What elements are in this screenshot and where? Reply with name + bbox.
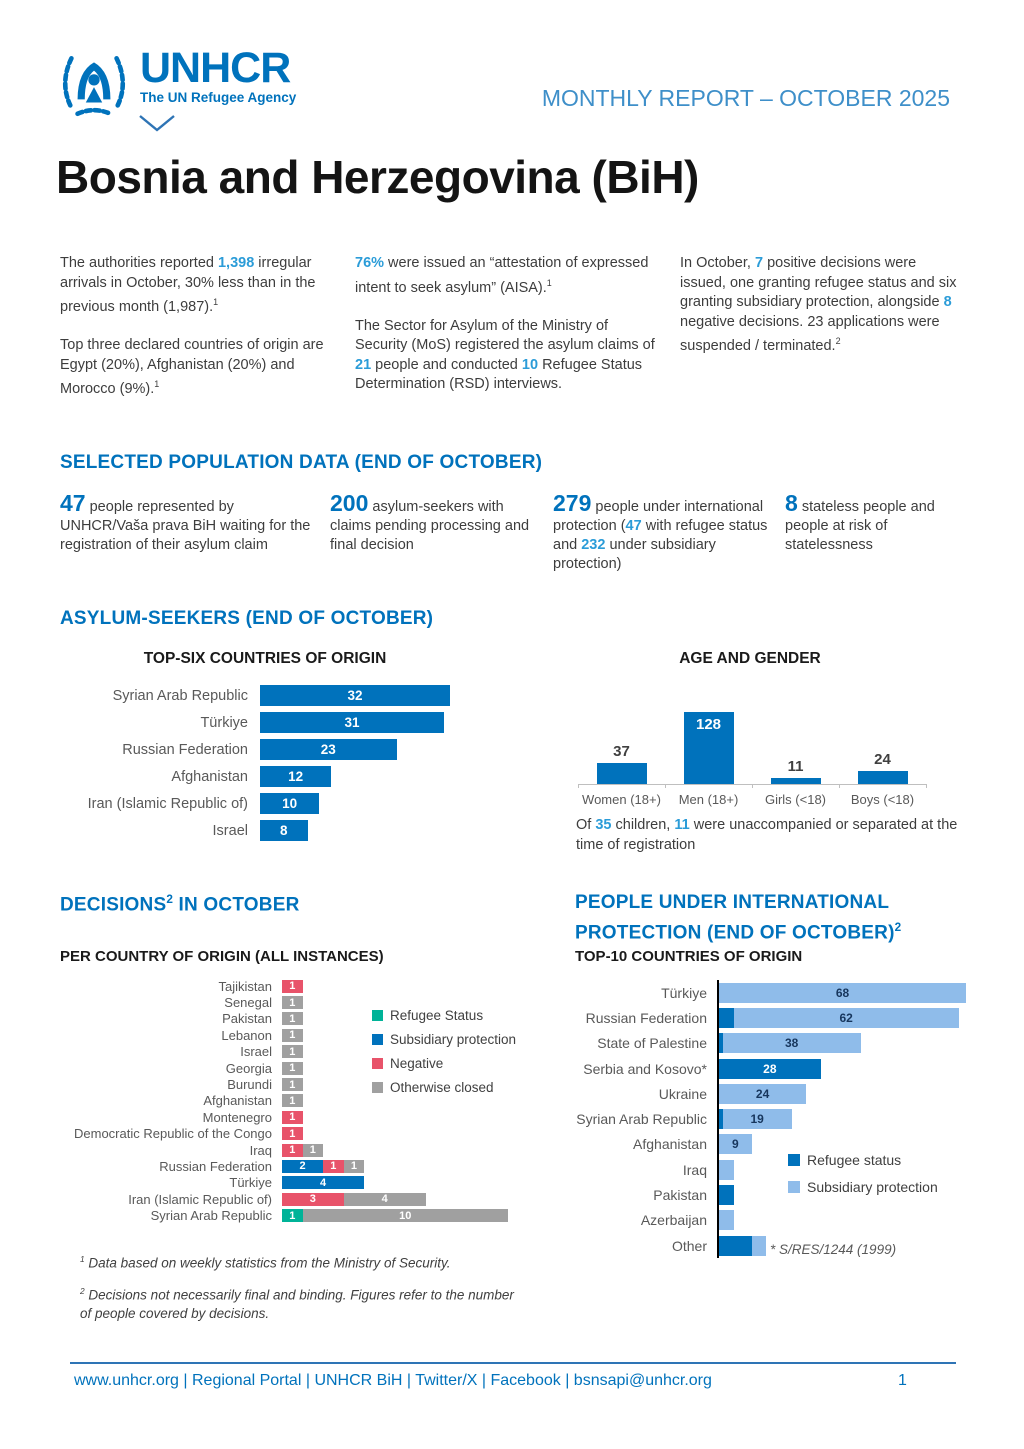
text-segment: In October, (680, 255, 755, 271)
segment-value-label: 62 (839, 1010, 853, 1025)
bar-row (62, 709, 450, 736)
bar-category-label: Montenegro (202, 1109, 272, 1125)
segment-value-label: 1 (330, 1160, 337, 1173)
bar-category-label: Iran (Islamic Republic of) (128, 1191, 272, 1207)
bar-segment-subsidiary (719, 1084, 806, 1104)
bar-category-label: Iran (Islamic Republic of) (87, 795, 248, 812)
segment-value-label: 1 (289, 1062, 296, 1075)
intro-column-1 (60, 254, 332, 419)
bar-category-label: Israel (240, 1044, 272, 1060)
bar-segment-subsidiary (282, 1176, 364, 1189)
bar-track (717, 1056, 966, 1081)
axis-tick (926, 784, 927, 788)
text-segment: 1 (213, 297, 219, 307)
decisions-chart-legend (372, 1008, 516, 1104)
segment-value-label: 68 (835, 985, 850, 1000)
text-segment: 2 (894, 921, 902, 934)
intro-column-2 (355, 254, 655, 414)
bar-track (717, 1106, 966, 1131)
stacked-bar-row (575, 1031, 966, 1056)
stacked-bar-row (60, 1158, 508, 1174)
segment-value-label: 2 (299, 1160, 306, 1173)
bar-segment-closed (282, 1062, 303, 1075)
bar-category-label: Türkiye (661, 984, 707, 1001)
section-title-protection (575, 890, 930, 945)
bar-track (717, 980, 966, 1005)
bar-segment-subsidiary (723, 1033, 861, 1053)
segment-value-label: 10 (399, 1209, 412, 1222)
bar-category-label: Azerbaijan (640, 1212, 707, 1229)
bar-segment-negative (282, 1111, 303, 1124)
column (752, 758, 839, 784)
legend-swatch-refugee (372, 1010, 383, 1021)
legend-swatch-refugee (788, 1154, 800, 1166)
bar-track (717, 1208, 966, 1233)
stacked-bar-row (60, 1175, 508, 1191)
text-segment: positive decisions were issued, one granting refugee status and six granting subsidiary protection, alongside (680, 255, 957, 310)
segment-value-label: 1 (289, 1012, 296, 1025)
text-segment: 7 (754, 255, 764, 271)
segment-value-label: 1 (289, 1078, 296, 1091)
text-segment: Of (576, 817, 596, 833)
bar-segment-closed (303, 1209, 508, 1222)
text-segment: 47 (60, 490, 86, 516)
bar-track (282, 1144, 508, 1157)
text-segment: 279 (553, 490, 592, 516)
text-segment: under subsidiary protection) (553, 537, 716, 572)
paragraph-decisions (680, 254, 965, 356)
chart-top-six-countries (62, 682, 450, 844)
bar-segment-negative (282, 980, 303, 993)
text-segment: were issued an “attestation of expressed intent to seek asylum” (AISA). (355, 255, 649, 296)
stacked-bar-row (575, 980, 966, 1005)
text-segment: 2 (166, 893, 174, 906)
stacked-bar-row (575, 1005, 966, 1030)
protection-chart-legend (788, 1152, 938, 1206)
category-label: Women (18+) (582, 792, 661, 807)
footer-separator: | (301, 1372, 315, 1389)
segment-value-label: 1 (289, 1094, 296, 1107)
text-segment: children, (611, 817, 675, 833)
bar-segment-negative (282, 1193, 344, 1206)
text-segment: 8 (785, 490, 798, 516)
bar-category-label: State of Palestine (597, 1035, 707, 1052)
page-number: 1 (898, 1372, 907, 1389)
footer-links (74, 1372, 712, 1390)
paragraph-mos (355, 317, 655, 395)
text-segment: irregular arrivals in October, 30% less than in the previous month (1,987). (60, 255, 316, 315)
chart-title-age-gender: AGE AND GENDER (679, 650, 821, 667)
text-segment: with refugee status and (553, 518, 768, 553)
segment-value-label: 1 (289, 980, 296, 993)
column-value-label: 11 (787, 757, 804, 775)
bar (260, 685, 450, 706)
bar-segment-subsidiary (719, 1134, 752, 1154)
text-segment: asylum-seekers with claims pending processing and final decision (330, 499, 530, 553)
legend-label: Refugee status (807, 1152, 902, 1168)
legend-item (788, 1152, 938, 1168)
text-segment: 35 (595, 817, 612, 833)
bar-segment-closed (282, 1078, 303, 1091)
text-segment: 1 (80, 1254, 85, 1264)
text-segment: 1 (154, 379, 160, 390)
bar-value-label: 12 (288, 769, 304, 784)
chevron-down-icon (138, 114, 176, 134)
bar-category-label: Pakistan (653, 1187, 707, 1204)
bar-value-label: 23 (320, 742, 336, 757)
bar (260, 793, 319, 814)
bar-category-label: Afghanistan (171, 768, 248, 785)
bar-track (717, 1005, 966, 1030)
bar-segment-refugee (719, 1059, 821, 1079)
text-segment: 1,398 (217, 255, 255, 271)
text-segment: 200 (330, 490, 369, 516)
bar-category-label: Syrian Arab Republic (150, 1208, 272, 1224)
bar-segment-negative (323, 1160, 344, 1173)
bar-category-label: Tajikistan (218, 978, 272, 994)
segment-value-label: 4 (320, 1176, 327, 1189)
text-segment: IN OCTOBER (173, 894, 300, 916)
chart-title-top-six: TOP-SIX COUNTRIES OF ORIGIN (143, 650, 387, 667)
bar-segment-closed (282, 1045, 303, 1058)
section-title-asylum-seekers: ASYLUM-SEEKERS (END OF OCTOBER) (60, 608, 434, 629)
column-value-label: 128 (695, 716, 722, 733)
logo-tagline: The UN Refugee Agency (140, 90, 297, 105)
bar-row (62, 790, 450, 817)
axis-tick (752, 784, 753, 788)
text-segment: Top three declared countries of origin are Egypt (20%), Afghanistan (20%) and Morocco (9%). (60, 337, 324, 398)
segment-value-label: 1 (309, 1144, 316, 1157)
bar-category-label: Senegal (224, 995, 272, 1011)
bar-segment-closed (282, 1012, 303, 1025)
text-segment: PEOPLE UNDER INTERNATIONAL PROTECTION (END OF OCTOBER) (575, 892, 895, 944)
bar-category-label: Russian Federation (122, 741, 248, 758)
segment-value-label: 4 (381, 1193, 388, 1206)
segment-value-label: 3 (309, 1193, 316, 1206)
text-segment: people and conducted (371, 356, 522, 373)
bar-category-label: Serbia and Kosovo* (583, 1060, 707, 1077)
bar-category-label: Afghanistan (203, 1093, 272, 1109)
bar-segment-closed (282, 1029, 303, 1042)
stacked-bar-row (575, 1106, 966, 1131)
stat-pending-claims (330, 492, 542, 555)
paragraph-top-countries (60, 336, 332, 399)
stacked-bar-row (60, 1142, 508, 1158)
stat-stateless (785, 492, 967, 555)
bar-category-label: Israel (212, 822, 248, 839)
legend-swatch-subsidiary (788, 1181, 800, 1193)
bar-category-label: Other (671, 1237, 707, 1254)
legend-swatch-negative (372, 1058, 383, 1069)
bar-category-label: Burundi (227, 1077, 272, 1093)
bar-value-label: 32 (347, 688, 363, 703)
legend-label: Subsidiary protection (390, 1032, 517, 1047)
segment-value-label: 24 (755, 1086, 770, 1101)
bar (260, 766, 331, 787)
bar-segment-negative (282, 1127, 303, 1140)
bar-category-label: Iraq (682, 1161, 707, 1178)
chart-title-top-ten: TOP-10 COUNTRIES OF ORIGIN (575, 948, 803, 965)
bar-track (282, 1176, 508, 1189)
text-segment: 47 (625, 518, 642, 534)
text-segment: 76% (355, 255, 385, 271)
chart-age-gender (578, 688, 926, 807)
logo-wordmark: UNHCR (140, 44, 291, 92)
bar-category-label: Lebanon (221, 1027, 272, 1043)
bar-value-label: 8 (279, 823, 288, 838)
bar-category-label: Syrian Arab Republic (576, 1111, 707, 1128)
bar-segment-subsidiary (719, 1210, 734, 1230)
unhcr-logo (56, 46, 296, 122)
text-segment: Data based on weekly statistics from the Ministry of Security. (84, 1255, 451, 1271)
legend-label: Negative (390, 1056, 444, 1071)
bar-segment-subsidiary (282, 1160, 323, 1173)
bar-category-label: Ukraine (658, 1085, 707, 1102)
footer-link[interactable]: Twitter/X (415, 1372, 478, 1389)
legend-item (372, 1008, 516, 1023)
bar (260, 739, 397, 760)
bar-segment-subsidiary (752, 1236, 767, 1256)
legend-label: Refugee Status (390, 1008, 484, 1023)
category-label: Boys (<18) (850, 792, 915, 807)
text-segment: 10 (521, 356, 539, 373)
bar-track (717, 1081, 966, 1106)
footer-divider (70, 1362, 956, 1364)
bar-segment-subsidiary (723, 1109, 792, 1129)
section-title-population: SELECTED POPULATION DATA (END OF OCTOBER) (60, 452, 543, 473)
text-segment: 8 (943, 294, 952, 310)
bar-value-label: 10 (282, 796, 298, 811)
text-segment: The Sector for Asylum of the Ministry of Security (MoS) registered the asylum claims of (355, 317, 655, 354)
text-segment: 232 (581, 537, 606, 553)
text-segment: negative decisions. 23 applications were suspended / terminated. (680, 313, 940, 354)
bar-track (260, 712, 450, 733)
footer-link[interactable]: bsnsapi@unhcr.org (573, 1372, 712, 1389)
bar-segment-negative (282, 1144, 303, 1157)
segment-value-label: 1 (289, 1127, 296, 1140)
intro-column-3 (680, 254, 965, 375)
text-segment: The authorities reported (60, 255, 218, 271)
bar-category-label: Afghanistan (633, 1136, 707, 1153)
children-note (576, 816, 976, 855)
bar-row (62, 682, 450, 709)
axis-tick (839, 784, 840, 788)
text-segment: stateless people and people at risk of statelessness (785, 499, 935, 553)
text-segment: 2 (80, 1286, 85, 1296)
segment-value-label: 19 (750, 1112, 764, 1127)
category-label: Men (18+) (678, 792, 739, 807)
footer-separator: | (178, 1372, 192, 1389)
bar-row (62, 763, 450, 790)
report-title: MONTHLY REPORT – OCTOBER 2025 (541, 85, 950, 111)
bar-track (260, 766, 450, 787)
legend-swatch-closed (372, 1082, 383, 1093)
text-segment: Decisions not necessarily final and binding. Figures refer to the number of people covered by decisions. (80, 1287, 514, 1321)
stacked-bar-row (60, 1191, 508, 1207)
column (665, 712, 752, 784)
segment-value-label: 1 (289, 1144, 296, 1157)
bar-track (282, 980, 508, 993)
bar-category-label: Pakistan (222, 1011, 272, 1027)
legend-swatch-subsidiary (372, 1034, 383, 1045)
segment-value-label: 38 (784, 1036, 799, 1051)
axis-tick (578, 784, 579, 788)
segment-value-label: 1 (350, 1160, 357, 1173)
legend-item (372, 1032, 516, 1047)
paragraph-arrivals (60, 254, 332, 317)
bar-row (62, 736, 450, 763)
stacked-bar-row (575, 1208, 966, 1233)
logo-text (140, 46, 296, 105)
bar-segment-refugee (282, 1209, 303, 1222)
footer-link[interactable]: Facebook (490, 1372, 561, 1389)
bar-category-label: Iraq (249, 1142, 272, 1158)
column-area (578, 688, 926, 784)
column-bar (858, 771, 908, 785)
bar-segment-subsidiary (719, 983, 966, 1003)
segment-value-label: 1 (289, 1209, 296, 1222)
footer-link[interactable]: UNHCR BiH (314, 1372, 403, 1389)
stacked-bar-row (60, 1207, 508, 1223)
bar-segment-refugee (719, 1236, 752, 1256)
x-axis (578, 784, 926, 785)
segment-value-label: 1 (289, 1111, 296, 1124)
column-bar (684, 712, 734, 784)
text-segment: people under international protection ( (553, 499, 764, 534)
bar-track (282, 1111, 508, 1124)
bar-value-label: 31 (344, 715, 360, 730)
bar-segment-closed (282, 1094, 303, 1107)
segment-value-label: 1 (289, 1029, 296, 1042)
bar-segment-closed (303, 1144, 324, 1157)
chart-title-decisions: PER COUNTRY OF ORIGIN (ALL INSTANCES) (60, 948, 384, 965)
page-title: Bosnia and Herzegovina (BiH) (56, 151, 699, 203)
stat-waiting-registration (60, 492, 322, 555)
bar-category-label: Türkiye (200, 714, 248, 731)
bar-track (282, 1160, 508, 1173)
bar-category-label: Russian Federation (159, 1158, 272, 1174)
bar-segment-refugee (719, 1008, 734, 1028)
footnote-2 (80, 1282, 525, 1323)
bar-track (717, 1031, 966, 1056)
category-labels (578, 785, 926, 807)
segment-value-label: 28 (763, 1061, 777, 1076)
segment-value-label: 1 (289, 996, 296, 1009)
bar-category-label: Russian Federation (585, 1009, 707, 1026)
column-bar (597, 763, 647, 784)
bar-track (260, 793, 450, 814)
footnote-1 (80, 1250, 525, 1273)
bar-row (62, 817, 450, 844)
bar (260, 820, 308, 841)
bar-track (282, 1209, 508, 1222)
text-segment: people represented by UNHCR/Vaša prava BiH waiting for the registration of their asylum claim (60, 499, 311, 553)
legend-item (372, 1080, 516, 1095)
text-segment: 1 (546, 277, 552, 288)
legend-label: Otherwise closed (390, 1080, 494, 1095)
text-segment: 11 (674, 817, 690, 833)
text-segment: were unaccompanied or separated at the time of registration (576, 817, 958, 853)
segment-value-label: 9 (732, 1137, 739, 1152)
stat-international-protection (553, 492, 769, 574)
bar-segment-closed (344, 1193, 426, 1206)
footer-separator: | (477, 1372, 491, 1389)
text-segment: DECISIONS (60, 894, 167, 916)
stacked-bar-row (575, 1056, 966, 1081)
bar-category-label: Georgia (225, 1060, 272, 1076)
segment-value-label: 1 (289, 1045, 296, 1058)
bar-category-label: Syrian Arab Republic (112, 687, 248, 704)
bar-category-label: Democratic Republic of the Congo (74, 1126, 272, 1142)
bar-segment-subsidiary (734, 1008, 959, 1028)
bar-category-label: Türkiye (229, 1175, 272, 1191)
bar-segment-subsidiary (719, 1160, 734, 1180)
stacked-bar-row (575, 1081, 966, 1106)
footer-link[interactable]: Regional Portal (191, 1372, 302, 1389)
legend-item (788, 1179, 938, 1195)
bar-segment-refugee (719, 1185, 734, 1205)
stacked-bar-row (60, 1126, 508, 1142)
legend-item (372, 1056, 516, 1071)
unhcr-emblem-icon (56, 46, 132, 122)
chart-protection-by-country (575, 980, 966, 1258)
text-segment: 21 (355, 356, 372, 373)
footer-separator: | (560, 1372, 574, 1389)
bar-track (260, 820, 450, 841)
bar-segment-closed (344, 1160, 365, 1173)
bar-track (260, 739, 450, 760)
footer-link[interactable]: www.unhcr.org (74, 1372, 179, 1389)
section-title-decisions (60, 893, 300, 916)
legend-label: Subsidiary protection (807, 1179, 938, 1195)
bar-track (282, 1193, 508, 1206)
axis-tick (665, 784, 666, 788)
column (578, 743, 665, 784)
column-value-label: 37 (613, 743, 630, 761)
category-label: Girls (<18) (764, 792, 827, 807)
bar-segment-closed (282, 996, 303, 1009)
paragraph-aisa (355, 254, 655, 298)
text-segment: Refugee Status Determination (RSD) interviews. (355, 356, 643, 393)
bar-track (282, 1127, 508, 1140)
stacked-bar-row (60, 1109, 508, 1125)
text-segment: 2 (835, 336, 841, 346)
chart-footnote-sres: * S/RES/1244 (1999) (770, 1242, 897, 1257)
bar (260, 712, 444, 733)
footer-separator: | (402, 1372, 416, 1389)
stacked-bar-row (60, 978, 508, 994)
column-value-label: 24 (874, 750, 891, 768)
bar-track (260, 685, 450, 706)
column (839, 751, 926, 785)
